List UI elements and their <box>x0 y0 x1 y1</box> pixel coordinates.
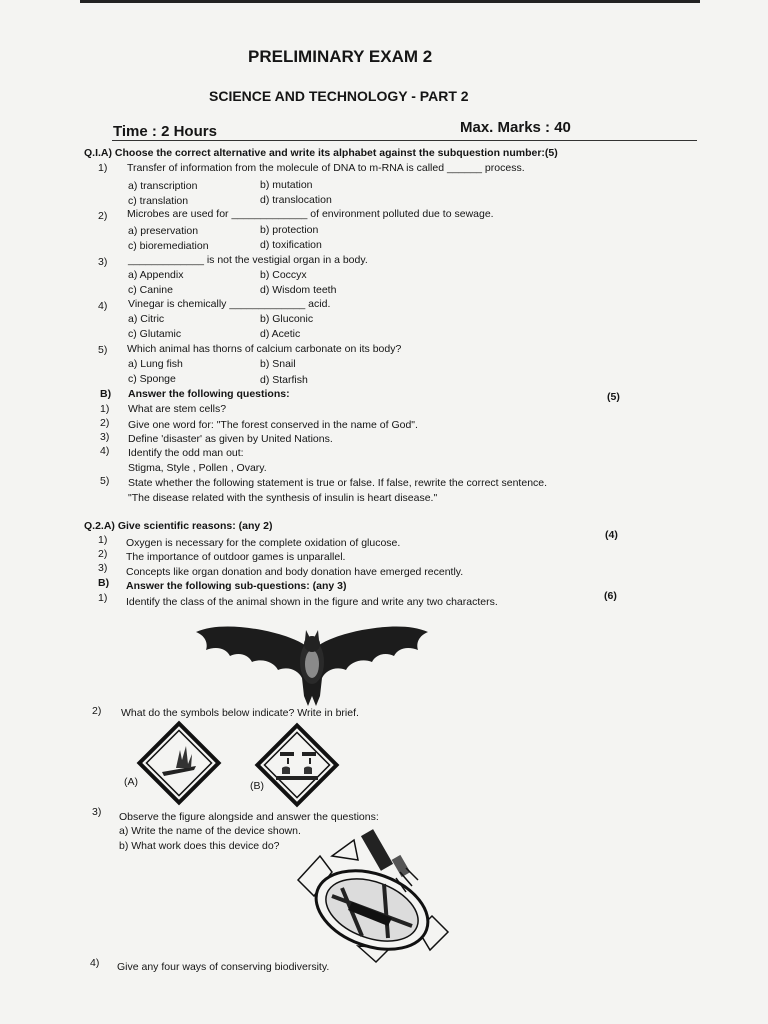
q2b-marks: (6) <box>604 590 617 602</box>
q1a-item4-opt-b: b) Gluconic <box>260 313 314 325</box>
q2b-item3-text: Observe the figure alongside and answer the questions: <box>119 811 379 823</box>
q2b-heading: Answer the following sub-questions: (any 3) <box>126 580 347 592</box>
q1a-item3-num: 3) <box>98 256 108 268</box>
top-border <box>80 0 700 3</box>
q2b-item1-num: 1) <box>98 592 108 604</box>
q1a-item4-opt-d: d) Acetic <box>260 328 301 340</box>
q1b-item5-num: 5) <box>100 475 110 487</box>
q1a-item5-opt-d: d) Starfish <box>260 374 308 386</box>
q1a-item3-opt-d: d) Wisdom teeth <box>260 284 337 296</box>
q2b-item3-sub-b: b) What work does this device do? <box>119 840 280 852</box>
q1a-item2-text: Microbes are used for _____________ of environment polluted due to sewage. <box>127 208 494 220</box>
solar-cooker-figure <box>292 826 452 966</box>
q2a-item1-text: Oxygen is necessary for the complete oxidation of glucose. <box>126 537 401 549</box>
q1a-item5-opt-b: b) Snail <box>260 358 296 370</box>
q1a-item1-opt-c: c) translation <box>128 195 189 207</box>
q1a-item3-opt-b: b) Coccyx <box>260 269 307 281</box>
q1a-item1-opt-d: d) translocation <box>260 194 332 206</box>
exam-max-marks: Max. Marks : 40 <box>460 119 571 136</box>
q1b-item4-text2: Stigma, Style , Pollen , Ovary. <box>128 462 267 474</box>
q1a-heading: Q.I.A) Choose the correct alternative and write its alphabet against the subquestion number:(5) <box>84 147 558 159</box>
q1a-item5-opt-c: c) Sponge <box>128 373 176 385</box>
q1a-item2-opt-b: b) protection <box>260 224 319 236</box>
q1a-item4-opt-a: a) Citric <box>128 313 165 325</box>
corrosive-hazard-icon <box>254 722 340 808</box>
symbol-b-label: (B) <box>250 780 264 792</box>
q2a-marks: (4) <box>605 529 618 541</box>
q1b-item4-text: Identify the odd man out: <box>128 447 244 459</box>
q1b-item3-num: 3) <box>100 431 110 443</box>
q1a-item3-text: _____________ is not the vestigial organ in a body. <box>128 254 368 266</box>
q2b-label: B) <box>98 577 110 589</box>
bat-figure <box>192 614 432 706</box>
q2b-item3-num: 3) <box>92 806 102 818</box>
q2a-item3-num: 3) <box>98 562 108 574</box>
q1a-item1-opt-b: b) mutation <box>260 179 313 191</box>
exam-time: Time : 2 Hours <box>113 123 217 140</box>
q1a-item3-opt-a: a) Appendix <box>128 269 184 281</box>
header-rule <box>112 140 697 141</box>
q1a-item4-opt-c: c) Glutamic <box>128 328 182 340</box>
q2a-heading: Q.2.A) Give scientific reasons: (any 2) <box>84 520 273 532</box>
q1b-item2-text: Give one word for: "The forest conserved in the name of God". <box>128 419 418 431</box>
flammable-hazard-icon <box>136 720 222 806</box>
q1b-item1-text: What are stem cells? <box>128 403 227 415</box>
q1b-item1-num: 1) <box>100 403 110 415</box>
q2b-item4-text: Give any four ways of conserving biodiversity. <box>117 961 330 973</box>
q1a-item1-num: 1) <box>98 162 108 174</box>
q1a-item2-num: 2) <box>98 210 108 222</box>
q1a-item3-opt-c: c) Canine <box>128 284 173 296</box>
q1a-item1-text: Transfer of information from the molecule of DNA to m-RNA is called ______ process. <box>127 162 525 174</box>
q2a-item3-text: Concepts like organ donation and body donation have emerged recently. <box>126 566 464 578</box>
q1a-item2-opt-d: d) toxification <box>260 239 322 251</box>
q1b-heading: Answer the following questions: <box>128 388 290 400</box>
q2a-item2-num: 2) <box>98 548 108 560</box>
q2a-item1-num: 1) <box>98 534 108 546</box>
q2b-item2-text: What do the symbols below indicate? Write in brief. <box>121 707 359 719</box>
q1a-item1-opt-a: a) transcription <box>128 180 198 192</box>
q1a-item2-opt-c: c) bioremediation <box>128 240 209 252</box>
symbol-a-label: (A) <box>124 776 138 788</box>
q1b-item3-text: Define 'disaster' as given by United Nations. <box>128 433 333 445</box>
q2b-item1-text: Identify the class of the animal shown in the figure and write any two characters. <box>126 596 498 608</box>
q1b-item5-text: State whether the following statement is true or false. If false, rewrite the correct sentence. <box>128 477 548 489</box>
q1a-item2-opt-a: a) preservation <box>128 225 199 237</box>
q1b-item2-num: 2) <box>100 417 110 429</box>
exam-title: PRELIMINARY EXAM 2 <box>248 47 433 66</box>
q1a-item5-text: Which animal has thorns of calcium carbonate on its body? <box>127 343 402 355</box>
q1b-item5-text2: "The disease related with the synthesis of insulin is heart disease." <box>128 492 438 504</box>
q1b-label: B) <box>100 388 112 400</box>
q1b-marks: (5) <box>607 391 620 403</box>
q1a-item5-opt-a: a) Lung fish <box>128 358 183 370</box>
q2a-item2-text: The importance of outdoor games is unparallel. <box>126 551 346 563</box>
q1b-item4-num: 4) <box>100 445 110 457</box>
q1a-item4-num: 4) <box>98 300 108 312</box>
exam-subtitle: SCIENCE AND TECHNOLOGY - PART 2 <box>209 88 469 104</box>
q2b-item3-sub-a: a) Write the name of the device shown. <box>119 825 301 837</box>
q1a-item4-text: Vinegar is chemically _____________ acid. <box>128 298 331 310</box>
q2b-item2-num: 2) <box>92 705 102 717</box>
q2b-item4-num: 4) <box>90 957 100 969</box>
q1a-item5-num: 5) <box>98 344 108 356</box>
